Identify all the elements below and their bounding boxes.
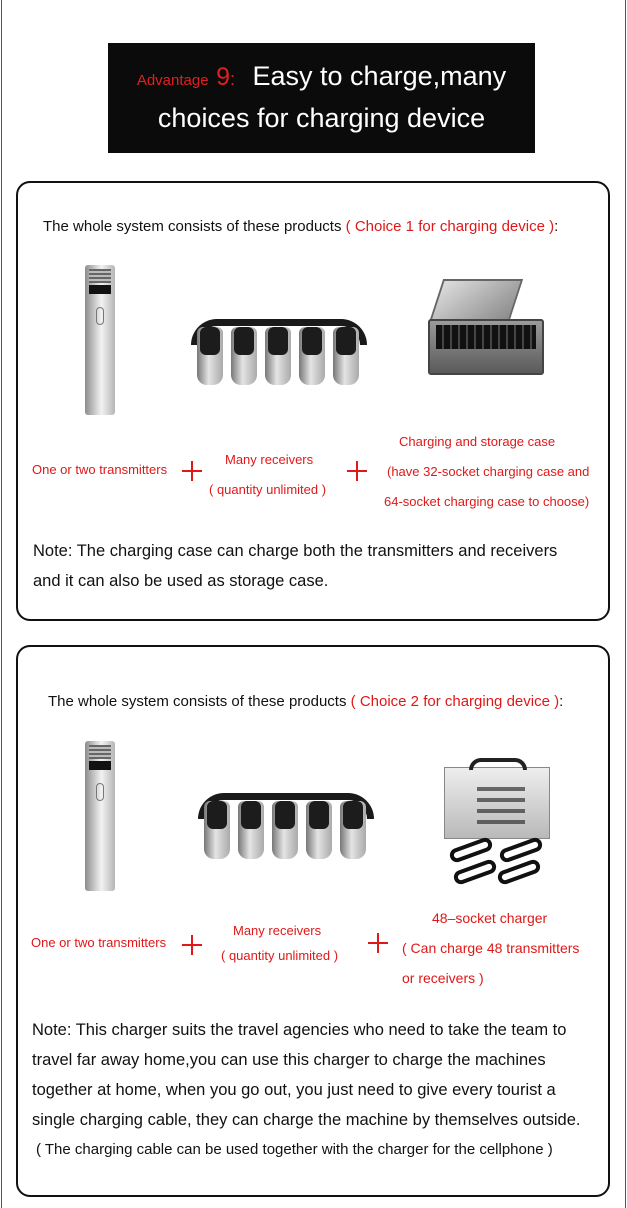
case-label-line3: 64-socket charging case to choose) [384, 494, 590, 509]
transmitter-image [85, 741, 115, 891]
note-line: travel far away home,you can use this charger to charge the machines [32, 1051, 546, 1069]
note-line: Note: This charger suits the travel agencies who need to take the team to [32, 1021, 567, 1039]
receivers-sublabel: ( quantity unlimited ) [209, 482, 327, 497]
advantage-colon: : [229, 69, 235, 89]
note-line: single charging cable, they can charge the machine by themselves outside. [32, 1111, 581, 1129]
case-label-line1: Charging and storage case [399, 434, 556, 449]
note-line: and it can also be used as storage case. [33, 572, 329, 590]
transmitter-label: One or two transmitters [32, 462, 168, 477]
receivers-image [191, 319, 367, 385]
advantage-label: Advantage [136, 72, 209, 89]
case-label-line2: (have 32-socket charging case and [387, 464, 590, 479]
charging-cables-image [449, 843, 545, 887]
charger-label-line2: ( Can charge 48 transmitters [402, 940, 580, 956]
plus-icon [182, 461, 202, 481]
note-line: Note: The charging case can charge both the transmitters and receivers [33, 542, 558, 560]
plus-icon [368, 933, 388, 953]
note-line: ( The charging cable can be used together with the charger for the cellphone ) [36, 1141, 553, 1158]
right-border-line [625, 0, 626, 1208]
48-socket-charger-image [444, 767, 550, 839]
banner-line-1 [108, 61, 535, 92]
plus-icon [347, 461, 367, 481]
choice-1-note [33, 536, 557, 596]
choice-2-note [32, 1015, 581, 1165]
choice-1-panel [16, 181, 610, 621]
intro-text: The whole system consists of these products [48, 693, 347, 710]
choice-2-panel [16, 645, 610, 1197]
left-border-line [1, 0, 2, 1208]
choice-2-intro [48, 693, 563, 710]
banner-title-line2: choices for charging device [157, 103, 486, 133]
receivers-label: Many receivers [225, 452, 314, 467]
receivers-sublabel: ( quantity unlimited ) [221, 948, 339, 963]
banner-title-line1: Easy to charge,many [252, 61, 507, 91]
intro-highlight: ( Choice 1 for charging device ) [345, 218, 555, 235]
note-line: together at home, when you go out, you just need to give every tourist a [32, 1081, 556, 1099]
charging-case-image [422, 279, 552, 379]
intro-text: The whole system consists of these products [43, 218, 342, 235]
charger-label-line3: or receivers ) [402, 970, 484, 986]
receivers-image [198, 793, 374, 859]
plus-icon [182, 935, 202, 955]
choice-1-intro [43, 218, 558, 235]
intro-suffix: : [559, 693, 564, 710]
transmitter-label: One or two transmitters [31, 935, 167, 950]
charger-label-line1: 48–socket charger [432, 910, 548, 926]
intro-suffix: : [554, 218, 559, 235]
transmitter-image [85, 265, 115, 415]
advantage-number: 9 [216, 63, 230, 91]
receivers-label: Many receivers [233, 923, 322, 938]
advantage-banner [108, 43, 535, 153]
intro-highlight: ( Choice 2 for charging device ) [350, 693, 560, 710]
